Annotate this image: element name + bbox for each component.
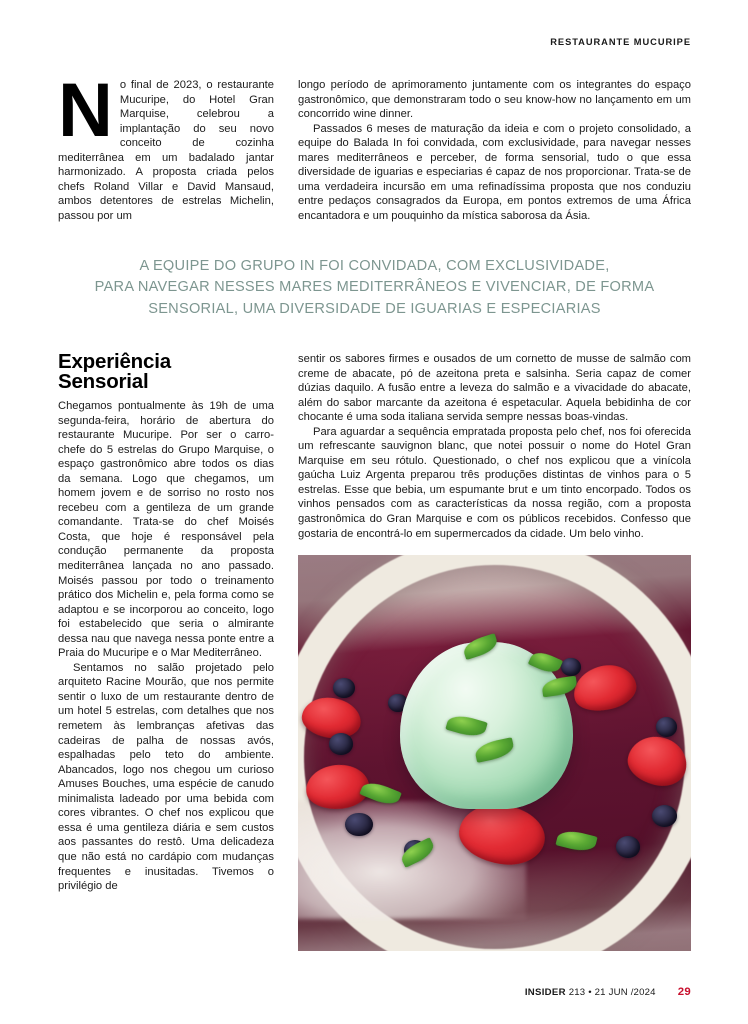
magazine-brand: INSIDER	[524, 987, 566, 998]
pull-quote-line-3: SENSORIAL, UMA DIVERSIDADE DE IGUARIAS E ESPECIARIAS	[148, 300, 601, 317]
pull-quote-line-2: PARA NAVEGAR NESSES MARES MEDITERRÂNEOS E VIVENCIAR, DE FORMA	[94, 279, 655, 296]
page-number: 29	[677, 986, 691, 998]
section-title-line-1: Experiência	[58, 350, 171, 373]
blueberry	[652, 805, 677, 827]
section-title	[58, 352, 274, 391]
dish-photograph	[298, 555, 691, 951]
footer-separator: •	[588, 987, 592, 998]
intro-paragraph-right-1: longo período de aprimoramento juntamente com os integrantes do espaço gastronômico, que demonstraram todo o seu know-how no lançamento em um concorrido wine dinner.	[298, 79, 691, 121]
intro-paragraph-right-2: Passados 6 meses de maturação da ideia e com o projeto consolidado, a equipe do Balada In foi convidada, com exclusividade, para navegar nesses mares mediterrâneos e perceber, de forma sensorial, tudo o que essa diversidade de iguarias e especiarias é capaz de nos proporcionar. Trata-se de uma verdadeira incursão em uma refinadíssima proposta que nos conduziu entre pedaços consagrados da Europa, em pontos extremos de uma África encantadora e um pouquinho da mística saborosa da Ásia.	[298, 122, 691, 222]
blueberry	[656, 717, 677, 737]
intro-left-column	[58, 68, 274, 223]
issue-line	[525, 987, 656, 998]
intro-right-column	[298, 78, 691, 223]
body-paragraph-right-1: sentir os sabores firmes e ousados de um cornetto de musse de salmão com creme de abacate, pó de azeitona preta e salsinha. Seria capaz de comer dúzias daquilo. A fusão entre a leveza do salmão e a vivacidade do abacate, além do sabor marcante da azeitona é espetacular. Aquela bebidinha de cor chocante é uma soda italiana servida sempre nessas boas-vindas.	[298, 353, 691, 424]
body-paragraph-right-2: Para aguardar a sequência empratada proposta pelo chef, nos foi oferecida um refrescante sauvignon blanc, que notei possuir o nome do Hotel Gran Marquise em seu rótulo. Questionado, o chef nos explicou que a vinícola gaúcha Luiz Argenta preparou três produções distintas de vinhos para o 5 estrelas. Esse que bebia, um espumante brut e um tinto encorpado. Todos os vinhos pensados com as características da nossa região, com a proposta gastronômica do Gran Marquise e com os públicos recebidos. Confesso que gostaria de encontrá-lo em supermercados da cidade. Um belo vinho.	[298, 425, 691, 540]
issue-number: 213	[568, 987, 586, 998]
blueberry	[333, 678, 355, 698]
pull-quote	[58, 256, 691, 320]
blueberry	[329, 733, 353, 754]
issue-date: 21 JUN /2024	[594, 987, 656, 998]
blueberry	[345, 813, 373, 837]
body-paragraph-left-1: Chegamos pontualmente às 19h de uma segunda-feira, horário de abertura do restaurante Mucuripe. Por ser o carro-chefe do 5 estrelas do Grupo Marquise, o espaço gastronômico abre todos os dias da semana. Logo que chegamos, um homem jovem e de sorriso no rosto nos recebeu com a gentileza de um grande comandante. Trata-se do chef Moisés Costa, que hoje é responsável pela condução permanente da proposta mediterrânea lançada no ano passado. Moisés passou por todo o treinamento prático dos Michelin e, pela forma como se adaptou e se incorporou ao conceito, logo foi estabelecido que seria o almirante dessa nau que navega nessa ponte entre a Praia do Mucuripe e o Mar Mediterrâneo.	[58, 400, 274, 660]
body-right-column	[298, 352, 691, 951]
section-title-line-2: Sensorial	[58, 369, 149, 393]
intro-block	[58, 68, 691, 223]
pull-quote-line-1: A EQUIPE DO GRUPO IN FOI CONVIDADA, COM EXCLUSIVIDADE,	[139, 258, 610, 274]
blueberry	[616, 836, 640, 857]
body-paragraph-left-2: Sentamos no salão projetado pelo arquiteto Racine Mourão, que nos permite sentir o luxo de um restaurante dentro de um hotel 5 estrelas, com detalhes que nos remetem às lembranças afetivas das cadeiras de palha de nossas avós, espalhadas pelo teto do ambiente. Abancados, logo nos chegou um curioso Amuses Bouches, uma espécie de canudo minimalista ladeado por uma bebida com cores vibrantes. O chef nos explicou que essa é uma gentileza diária e sem custos aos passantes do restô. Uma delicadeza que não está no cardápio com mudanças frequentes e inusitadas. Tivemos o privilégio de	[58, 661, 274, 893]
running-head: RESTAURANTE MUCURIPE	[550, 37, 691, 47]
intro-paragraph-left: No final de 2023, o restaurante Mucuripe, do Hotel Gran Marquise, celebrou a implantação do seu novo conceito de cozinha mediterrânea em um badalado jantar harmonizado. A proposta criada pelos chefs Roland Villar e David Mansaud, ambos detentores de estrelas Michelin, passou por um	[58, 68, 274, 222]
article-body	[58, 352, 691, 951]
page-footer	[525, 986, 691, 998]
body-left-column	[58, 352, 274, 951]
